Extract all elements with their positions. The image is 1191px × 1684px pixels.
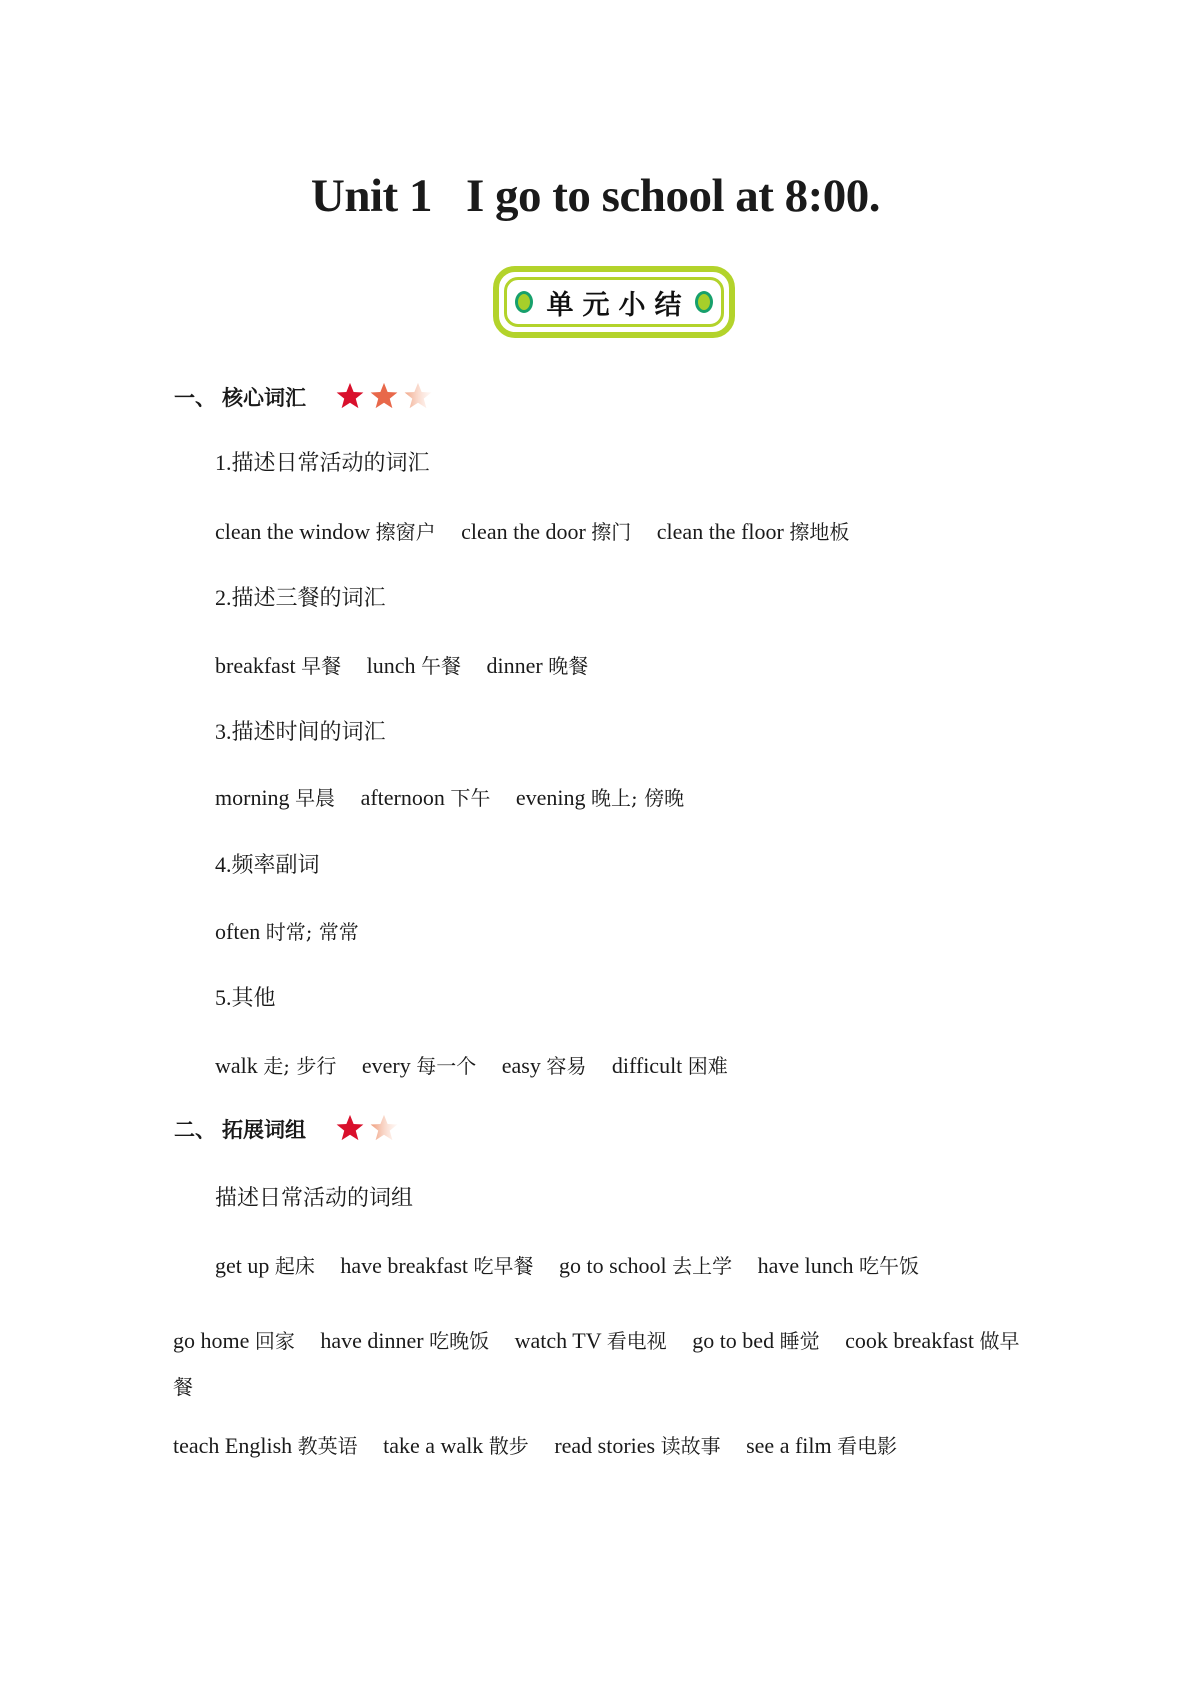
unit-summary-badge bbox=[493, 266, 735, 338]
group-label: 描述日常活动的词组 bbox=[215, 1185, 414, 1210]
star-faded-icon bbox=[403, 381, 433, 411]
group-label: 2.描述三餐的词汇 bbox=[215, 585, 386, 610]
section-heading-extended-phrases: 二、 拓展词组 bbox=[174, 1115, 399, 1146]
star-filled-icon bbox=[369, 381, 399, 411]
title-unit: Unit 1 bbox=[310, 170, 432, 222]
page-title bbox=[0, 168, 1191, 224]
group-label: 1.描述日常活动的词汇 bbox=[215, 450, 430, 475]
group-label: 4.频率副词 bbox=[215, 852, 320, 877]
phrase-line: go home 回家 have dinner 吃晚饭 watch TV 看电视 go to bed 睡觉 cook breakfast 做早餐 bbox=[173, 1328, 1020, 1399]
phrase-line: teach English 教英语 take a walk 散步 read stories 读故事 see a film 看电影 bbox=[173, 1433, 898, 1458]
vocab-line: clean the window 擦窗户 clean the door 擦门 clean the floor 擦地板 bbox=[215, 519, 850, 544]
difficulty-stars bbox=[335, 381, 433, 411]
difficulty-stars bbox=[335, 1113, 399, 1143]
section-heading-core-vocab: 一、 核心词汇 bbox=[174, 383, 433, 414]
badge-dot-right-icon bbox=[695, 291, 713, 313]
vocab-line: morning 早晨 afternoon 下午 evening 晚上; 傍晚 bbox=[215, 785, 685, 810]
group-label: 3.描述时间的词汇 bbox=[215, 719, 386, 744]
phrase-line: get up 起床 have breakfast 吃早餐 go to school 去上学 have lunch 吃午饭 bbox=[215, 1253, 920, 1278]
vocab-line: walk 走; 步行 every 每一个 easy 容易 difficult 困难 bbox=[215, 1053, 728, 1078]
star-filled-icon bbox=[335, 381, 365, 411]
vocab-line: breakfast 早餐 lunch 午餐 dinner 晚餐 bbox=[215, 653, 589, 678]
badge-label: 单元小结 bbox=[546, 289, 691, 321]
star-faded-icon bbox=[369, 1113, 399, 1143]
title-text: I go to school at 8:00. bbox=[465, 170, 881, 222]
badge-dot-left-icon bbox=[515, 291, 533, 313]
star-filled-icon bbox=[335, 1113, 365, 1143]
group-label: 5.其他 bbox=[215, 985, 276, 1010]
vocab-line: often 时常; 常常 bbox=[215, 919, 359, 944]
